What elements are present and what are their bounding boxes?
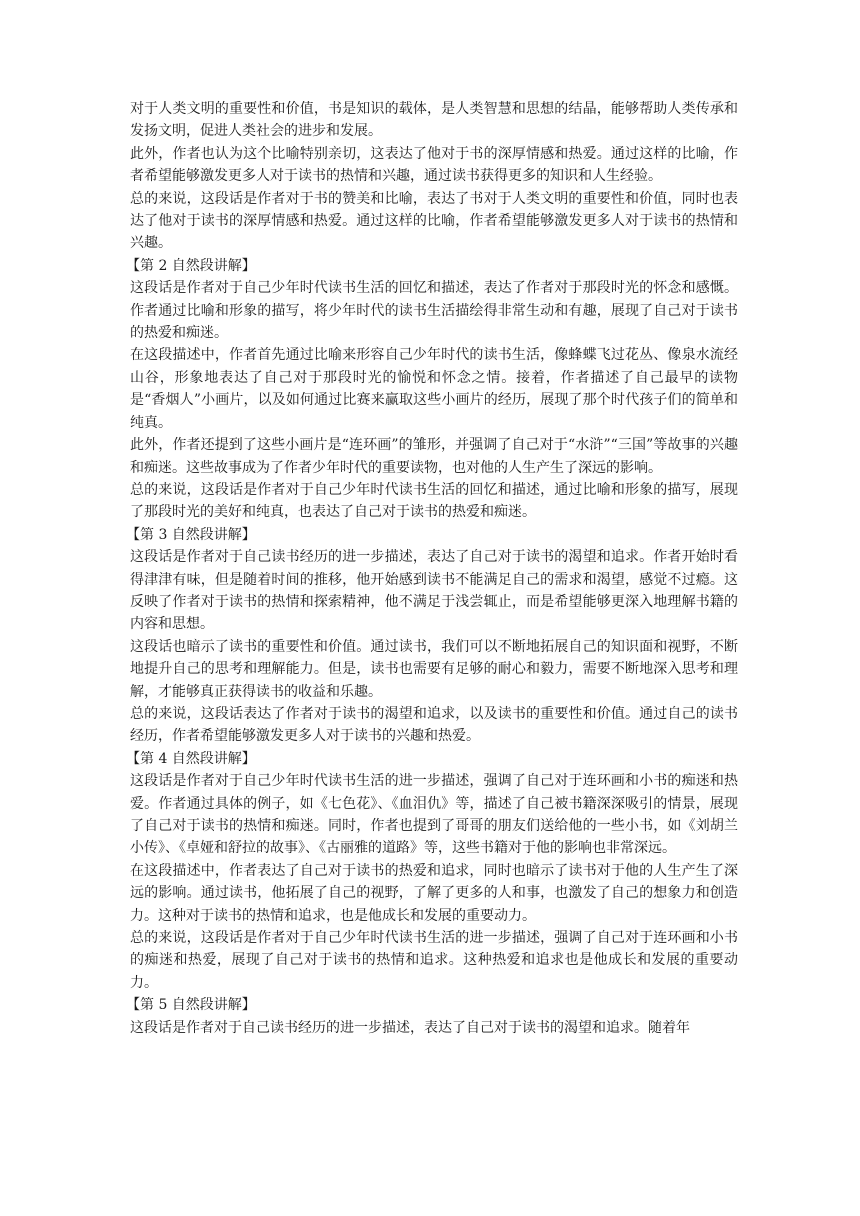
paragraph: 对于人类文明的重要性和价值，书是知识的载体，是人类智慧和思想的结晶，能够帮助人类传承和发扬文明，促进人类社会的进步和发展。 [130,101,738,140]
section-heading: 【第 3 自然段讲解】 [126,526,256,543]
paragraph: 在这段描述中，作者表达了自己对于读书的热爱和追求，同时也暗示了读书对于他的人生产生了深远的影响。通过读书，他拓展了自己的视野，了解了更多的人和事，也激发了自己的想象力和创造力。这种对于读书的热情和追求，也是他成长和发展的重要动力。 [130,862,738,924]
paragraph: 此外，作者也认为这个比喻特别亲切，这表达了他对于书的深厚情感和热爱。通过这样的比喻，作者希望能够激发更多人对于读书的热情和兴趣，通过读书获得更多的知识和人生经验。 [130,145,738,185]
document-body [126,98,738,1039]
paragraph: 在这段描述中，作者首先通过比喻来形容自己少年时代的读书生活，像蜂蝶飞过花丛、像泉水流经山谷，形象地表达了自己对于那段时光的愉悦和怀念之情。接着，作者描述了自己最早的读物是“香烟人”小画片，以及如何通过比赛来赢取这些小画片的经历，展现了那个时代孩子们的简单和纯真。 [130,347,738,431]
paragraph: 这段话是作者对于自己读书经历的进一步描述，表达了自己对于读书的渴望和追求。随着年 [130,1019,690,1036]
paragraph: 这段话也暗示了读书的重要性和价值。通过读书，我们可以不断地拓展自己的知识面和视野，不断地提升自己的思考和理解能力。但是，读书也需要有足够的耐心和毅力，需要不断地深入思考和理解，才能够真正获得读书的收益和乐趣。 [130,638,738,700]
paragraph: 这段话是作者对于自己少年时代读书生活的进一步描述，强调了自己对于连环画和小书的痴迷和热爱。作者通过具体的例子，如《七色花》、《血泪仇》等，描述了自己被书籍深深吸引的情景，展现了自己对于读书的热情和痴迷。同时，作者也提到了哥哥的朋友们送给他的一些小书，如《刘胡兰小传》、《卓娅和舒拉的故事》、《古丽雅的道路》等，这些书籍对于他的影响也非常深远。 [130,773,738,857]
paragraph: 总的来说，这段话是作者对于自己少年时代读书生活的回忆和描述，通过比喻和形象的描写，展现了那段时光的美好和纯真，也表达了自己对于读书的热爱和痴迷。 [130,481,738,521]
paragraph: 这段话是作者对于自己少年时代读书生活的回忆和描述，表达了作者对于那段时光的怀念和感慨。作者通过比喻和形象的描写，将少年时代的读书生活描绘得非常生动和有趣，展现了自己对于读书的热爱和痴迷。 [130,280,738,342]
paragraph: 这段话是作者对于自己读书经历的进一步描述，表达了自己对于读书的渴望和追求。作者开始时看得津津有味，但是随着时间的推移，他开始感到读书不能满足自己的需求和渴望，感觉不过瘾。这反映了作者对于读书的热情和探索精神，他不满足于浅尝辄止，而是希望能够更深入地理解书籍的内容和思想。 [130,549,738,633]
section-heading: 【第 4 自然段讲解】 [126,750,256,767]
section-heading: 【第 2 自然段讲解】 [126,257,256,274]
paragraph: 总的来说，这段话表达了作者对于读书的渴望和追求，以及读书的重要性和价值。通过自己的读书经历，作者希望能够激发更多人对于读书的兴趣和热爱。 [130,705,738,745]
paragraph: 此外，作者还提到了这些小画片是“连环画”的雏形，并强调了自己对于“水浒”“三国”等故事的兴趣和痴迷。这些故事成为了作者少年时代的重要读物，也对他的人生产生了深远的影响。 [130,437,738,476]
paragraph: 总的来说，这段话是作者对于书的赞美和比喻，表达了书对于人类文明的重要性和价值，同时也表达了他对于读书的深厚情感和热爱。通过这样的比喻，作者希望能够激发更多人对于读书的热情和兴趣。 [130,190,738,252]
section-heading: 【第 5 自然段讲解】 [126,997,256,1014]
paragraph: 总的来说，这段话是作者对于自己少年时代读书生活的进一步描述，强调了自己对于连环画和小书的痴迷和热爱，展现了自己对于读书的热情和追求。这种热爱和追求也是他成长和发展的重要动力。 [130,930,738,991]
